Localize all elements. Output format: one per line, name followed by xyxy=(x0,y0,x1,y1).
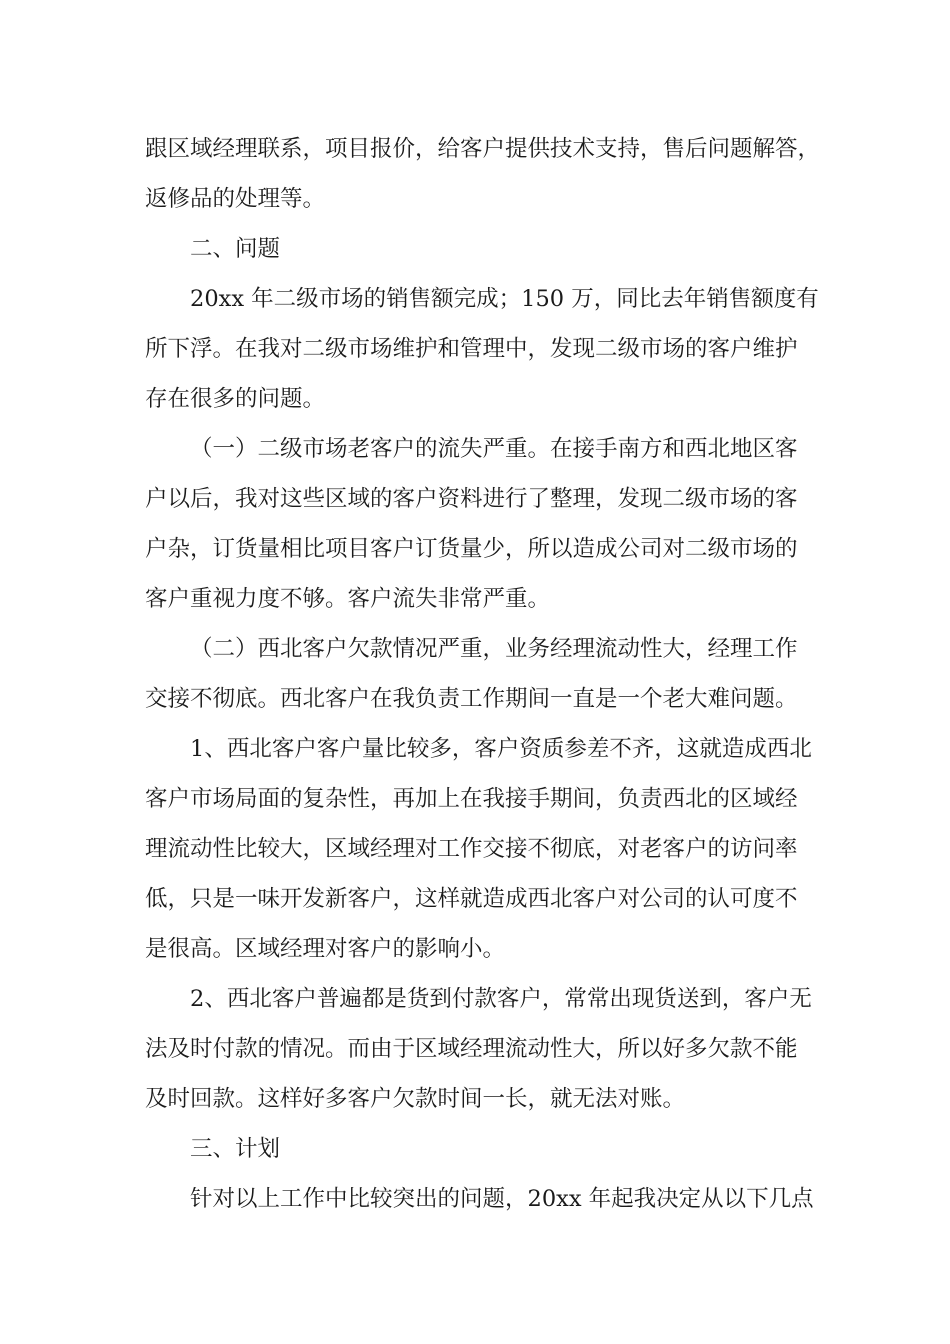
text-line-1: 跟区域经理联系，项目报价，给客户提供技术支持，售后问题解答， xyxy=(145,136,821,162)
text-line-9: 户杂，订货量相比项目客户订货量少，所以造成公司对二级市场的 xyxy=(145,536,798,562)
text-line-20: 及时回款。这样好多客户欠款时间一长，就无法对账。 xyxy=(145,1086,686,1112)
text-line-10: 客户重视力度不够。客户流失非常严重。 xyxy=(145,586,551,612)
text-line-14: 客户市场局面的复杂性，再加上在我接手期间，负责西北的区域经 xyxy=(145,786,798,812)
text-line-4: 20xx 年二级市场的销售额完成；150 万，同比去年销售额度有 xyxy=(190,286,819,312)
text-line-12: 交接不彻底。西北客户在我负责工作期间一直是一个老大难问题。 xyxy=(145,686,798,712)
text-line-18: 2、西北客户普遍都是货到付款客户，常常出现货送到，客户无 xyxy=(190,986,812,1012)
text-line-13: 1、西北客户客户量比较多，客户资质参差不齐，这就造成西北 xyxy=(190,736,812,762)
text-line-11: （二）西北客户欠款情况严重，业务经理流动性大，经理工作 xyxy=(190,636,798,662)
text-line-6: 存在很多的问题。 xyxy=(145,386,326,412)
section-heading-plan: 三、计划 xyxy=(190,1136,281,1162)
text-line-17: 是很高。区域经理对客户的影响小。 xyxy=(145,936,506,962)
text-line-7: （一）二级市场老客户的流失严重。在接手南方和西北地区客 xyxy=(190,436,798,462)
text-line-5: 所下浮。在我对二级市场维护和管理中，发现二级市场的客户维护 xyxy=(145,336,798,362)
text-line-8: 户以后，我对这些区域的客户资料进行了整理，发现二级市场的客 xyxy=(145,486,798,512)
text-line-19: 法及时付款的情况。而由于区域经理流动性大，所以好多欠款不能 xyxy=(145,1036,798,1062)
text-line-16: 低，只是一味开发新客户，这样就造成西北客户对公司的认可度不 xyxy=(145,886,798,912)
section-heading-problems: 二、问题 xyxy=(190,236,281,262)
text-line-2: 返修品的处理等。 xyxy=(145,186,326,212)
text-line-15: 理流动性比较大，区域经理对工作交接不彻底，对老客户的访问率 xyxy=(145,836,798,862)
text-line-22: 针对以上工作中比较突出的问题，20xx 年起我决定从以下几点 xyxy=(190,1186,814,1212)
